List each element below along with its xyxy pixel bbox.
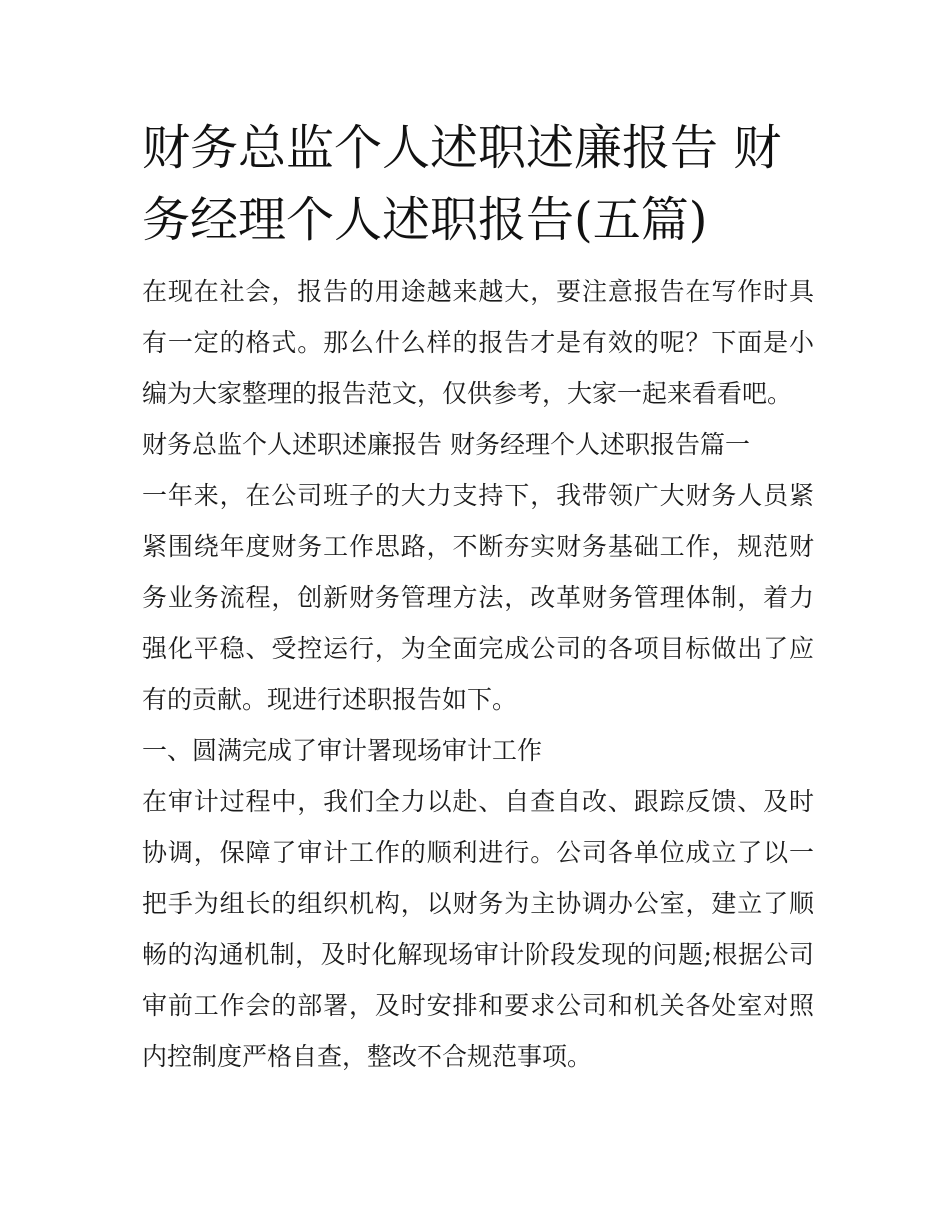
body-paragraph: 在审计过程中，我们全力以赴、自查自改、跟踪反馈、及时协调，保障了审计工作的顺利进行。公司各单位成立了以一把手为组长的组织机构，以财务为主协调办公室，建立了顺畅的沟通机制，及时化解现场审计阶段发现的问题;根据公司审前工作会的部署，及时安排和要求公司和机关各处室对照内控制度严格自查，整改不合规范事项。: [142, 787, 814, 1071]
section-heading-part-one: 财务总监个人述职述廉报告 财务经理个人述职报告篇一: [142, 430, 750, 459]
document-title: 财务总监个人述职述廉报告 财务经理个人述职报告(五篇): [142, 120, 782, 248]
subsection-heading-audit: 一、圆满完成了审计署现场审计工作: [142, 736, 543, 765]
body-paragraph: 一年来，在公司班子的大力支持下，我带领广大财务人员紧紧围绕年度财务工作思路，不断夯实财务基础工作，规范财务业务流程，创新财务管理方法，改革财务管理体制，着力强化平稳、受控运行，为全面完成公司的各项目标做出了应有的贡献。现进行述职报告如下。: [142, 481, 814, 714]
document-page: [142, 112, 814, 1082]
intro-paragraph: 在现在社会，报告的用途越来越大，要注意报告在写作时具有一定的格式。那么什么样的报告才是有效的呢？下面是小编为大家整理的报告范文，仅供参考，大家一起来看看吧。: [142, 277, 814, 408]
document-body: [142, 266, 814, 1082]
